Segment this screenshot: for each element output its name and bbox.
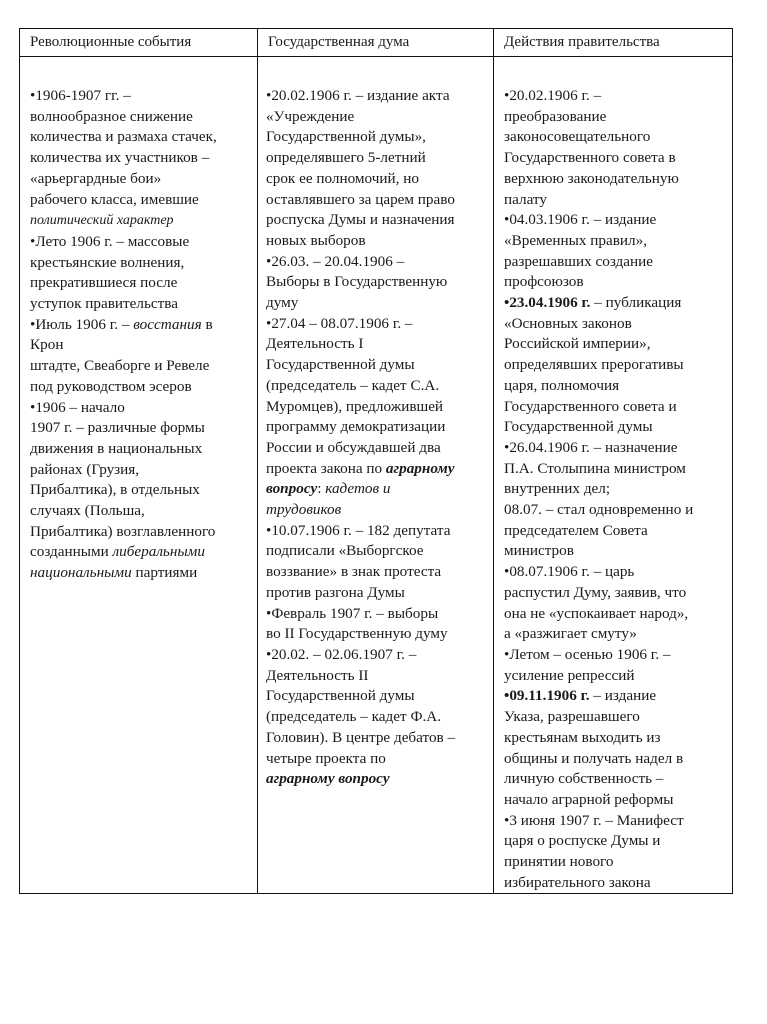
text-line — [30, 210, 251, 232]
text-run: Муромцев), предложившей — [266, 397, 444, 415]
text-run: Российской империи», — [504, 335, 651, 353]
text-run: •26.03. – 20.04.1906 – — [266, 252, 405, 270]
text-run: против разгона Думы — [266, 583, 405, 601]
text-line — [504, 459, 728, 480]
text-line — [30, 127, 251, 148]
text-line — [266, 479, 489, 500]
text-line — [30, 294, 251, 315]
text-run: «арьергардные бои» — [30, 169, 162, 187]
text-run: аграрному вопросу — [266, 770, 390, 788]
text-line — [504, 169, 728, 190]
text-run: Государственного совета и — [504, 397, 677, 415]
text-line — [504, 500, 728, 521]
text-run: Государственного совета в — [504, 149, 676, 167]
text-run: определявших прерогативы — [504, 356, 684, 374]
text-run: в — [201, 315, 213, 333]
text-run: политический характер — [30, 213, 174, 229]
text-line — [30, 107, 251, 128]
header-row — [20, 29, 733, 57]
text-run: «Временных правил», — [504, 231, 647, 249]
text-line — [266, 210, 489, 231]
text-run: Выборы в Государственную — [266, 273, 448, 291]
text-line — [30, 253, 251, 274]
text-line — [504, 707, 728, 728]
text-line — [30, 542, 251, 563]
text-line — [30, 563, 251, 584]
text-line — [266, 86, 489, 107]
text-line — [504, 562, 728, 583]
text-run: избирательного закона — [504, 873, 651, 891]
text-line — [504, 314, 728, 335]
text-run: воззвание» в знак протеста — [266, 563, 442, 581]
text-run: Прибалтика), в отдельных — [30, 481, 200, 499]
text-line — [30, 377, 251, 398]
text-run: верхнюю законодательную — [504, 169, 679, 187]
text-line — [504, 873, 728, 894]
text-run: •04.03.1906 г. – издание — [504, 211, 657, 229]
text-run: 1907 г. – различные формы — [30, 419, 205, 437]
text-run: а «разжигает смуту» — [504, 625, 637, 643]
text-line — [30, 273, 251, 294]
text-run: •09.11.1906 г. — [504, 687, 590, 705]
text-line — [266, 314, 489, 335]
text-run: •27.04 – 08.07.1906 г. – — [266, 314, 413, 332]
text-run: определявшего 5-летний — [266, 149, 426, 167]
text-run: •20.02. – 02.06.1907 г. – — [266, 645, 417, 663]
text-line — [504, 686, 728, 707]
text-run: количества и размаха стачек, — [30, 128, 217, 146]
text-run: царя, полномочия — [504, 376, 620, 394]
text-line — [30, 356, 251, 377]
text-line — [266, 541, 489, 562]
text-run: срок ее полномочий, но — [266, 169, 419, 187]
text-run: случаях (Польша, — [30, 502, 145, 520]
text-line — [504, 479, 728, 500]
text-line — [504, 148, 728, 169]
text-line — [30, 190, 251, 211]
text-line — [504, 252, 728, 273]
text-line — [30, 398, 251, 419]
text-line — [266, 521, 489, 542]
text-line — [504, 521, 728, 542]
text-line — [266, 169, 489, 190]
cell-revolution-events — [20, 57, 258, 894]
text-run: палату — [504, 190, 547, 208]
text-line — [504, 852, 728, 873]
text-run: П.А. Столыпина министром — [504, 459, 686, 477]
text-line — [266, 334, 489, 355]
text-run: она не «успокаивает народ», — [504, 604, 689, 622]
cell-state-duma — [258, 57, 494, 894]
text-run: распустил Думу, заявив, что — [504, 583, 687, 601]
text-line — [504, 190, 728, 211]
text-run: (председатель – кадет Ф.А. — [266, 708, 442, 726]
text-run: 08.07. – стал одновременно и — [504, 501, 694, 519]
text-run: •Летом – осенью 1906 г. – — [504, 645, 671, 663]
text-run: (председатель – кадет С.А. — [266, 376, 440, 394]
text-line — [30, 169, 251, 190]
header-government: Действия правительства — [494, 29, 733, 57]
text-line — [504, 645, 728, 666]
text-run: России и обсуждавшей два — [266, 438, 441, 456]
text-run: •20.02.1906 г. – — [504, 87, 602, 104]
text-run: думу — [266, 294, 299, 312]
text-run: •10.07.1906 г. – 182 депутата — [266, 521, 451, 539]
text-line — [504, 624, 728, 645]
text-line — [266, 127, 489, 148]
text-line — [266, 148, 489, 169]
text-run: •1906 – начало — [30, 398, 125, 416]
text-run: законосовещательного — [504, 128, 651, 146]
content-row — [20, 57, 733, 894]
text-run: волнообразное снижение — [30, 107, 193, 125]
text-line — [266, 459, 489, 480]
text-run: личную собственность – — [504, 770, 664, 788]
text-line — [30, 232, 251, 253]
text-run: •3 июня 1907 г. – Манифест — [504, 811, 684, 829]
text-line — [504, 397, 728, 418]
text-run: «Основных законов — [504, 314, 632, 332]
text-line — [266, 645, 489, 666]
text-run: Прибалтика) возглавленного — [30, 522, 216, 540]
text-line — [266, 769, 489, 790]
text-run: принятии нового — [504, 853, 614, 871]
text-run: •Лето 1906 г. – массовые — [30, 232, 190, 250]
text-run: •08.07.1906 г. – царь — [504, 563, 635, 581]
text-line — [30, 315, 251, 336]
text-run: подписали «Выборгское — [266, 542, 424, 560]
text-run: •26.04.1906 г. – назначение — [504, 438, 678, 456]
text-line — [504, 769, 728, 790]
text-run: Государственной думы — [266, 356, 415, 374]
text-run: Государственной думы», — [266, 128, 426, 146]
text-line — [504, 790, 728, 811]
text-run: трудовиков — [266, 501, 342, 519]
text-run: районах (Грузия, — [30, 460, 140, 478]
text-line — [266, 562, 489, 583]
text-run: проекта закона по — [266, 459, 386, 477]
text-line — [30, 439, 251, 460]
text-line — [266, 293, 489, 314]
text-run: •Июль 1906 г. – — [30, 315, 134, 333]
text-line — [30, 480, 251, 501]
text-line — [266, 624, 489, 645]
text-run: оставлявшего за царем право — [266, 190, 455, 208]
text-run: министров — [504, 542, 574, 560]
text-line — [266, 438, 489, 459]
text-line — [266, 355, 489, 376]
text-line — [30, 501, 251, 522]
text-line — [504, 293, 728, 314]
text-run: Государственной думы — [266, 687, 415, 705]
text-run: – публикация — [590, 294, 682, 312]
text-run: усиление репрессий — [504, 666, 635, 684]
text-run: Головин). В центре дебатов – — [266, 728, 456, 746]
text-line — [266, 749, 489, 770]
text-line — [30, 148, 251, 169]
text-line — [504, 355, 728, 376]
text-run: во II Государственную думу — [266, 625, 448, 643]
text-run: партиями — [131, 564, 198, 582]
text-line — [266, 728, 489, 749]
text-line — [266, 107, 489, 128]
text-line — [504, 127, 728, 148]
text-line — [266, 376, 489, 397]
text-line — [266, 583, 489, 604]
text-line — [504, 604, 728, 625]
text-run: – издание — [589, 687, 657, 705]
text-line — [504, 583, 728, 604]
text-line — [266, 666, 489, 687]
header-revolution: Революционные события — [20, 29, 258, 57]
text-line — [504, 334, 728, 355]
text-line — [504, 376, 728, 397]
text-line — [266, 417, 489, 438]
revolution-events-text — [20, 57, 257, 584]
text-run: вопросу — [266, 480, 318, 498]
text-line — [504, 272, 728, 293]
text-line — [30, 418, 251, 439]
text-line — [266, 500, 489, 521]
text-line — [266, 707, 489, 728]
government-actions-text — [494, 57, 732, 893]
text-run: общины и получать надел в — [504, 749, 684, 767]
text-run: прекратившиеся после — [30, 274, 178, 292]
text-line — [266, 190, 489, 211]
text-run: программу демократизации — [266, 418, 446, 436]
text-line — [504, 86, 728, 107]
text-run: рабочего класса, имевшие — [30, 190, 199, 208]
text-run: внутренних дел; — [504, 480, 611, 498]
text-line — [504, 231, 728, 252]
text-run: начало аграрной реформы — [504, 790, 674, 808]
text-run: созданными — [30, 543, 113, 561]
text-run: национальными — [30, 564, 132, 582]
text-line — [504, 666, 728, 687]
text-line — [30, 335, 251, 356]
text-run: новых выборов — [266, 231, 366, 249]
text-run: разрешавших создание — [504, 252, 654, 270]
text-run: движения в национальных — [30, 439, 203, 457]
text-run: количества их участников – — [30, 149, 210, 167]
text-line — [504, 728, 728, 749]
text-run: роспуска Думы и назначения — [266, 211, 455, 229]
text-run: : — [317, 480, 326, 498]
text-run: Деятельность I — [266, 335, 364, 353]
text-run: •23.04.1906 г. — [504, 294, 591, 312]
text-line — [504, 749, 728, 770]
text-run: •1906-1907 гг. – — [30, 87, 131, 104]
text-run: Государственной думы — [504, 418, 653, 436]
text-line — [266, 231, 489, 252]
text-line — [504, 210, 728, 231]
text-run: восстания — [133, 315, 202, 333]
text-run: штадте, Свеаборге и Ревеле — [30, 357, 210, 375]
text-run: Указа, разрешавшего — [504, 708, 640, 726]
text-run: четыре проекта по — [266, 749, 386, 767]
cell-government-actions — [494, 57, 733, 894]
text-run: крестьянам выходить из — [504, 728, 661, 746]
text-run: «Учреждение — [266, 107, 355, 125]
text-run: либеральными — [112, 543, 205, 561]
text-run: •20.02.1906 г. – издание акта — [266, 87, 450, 104]
text-line — [30, 460, 251, 481]
text-line — [266, 397, 489, 418]
text-run: царя о роспуске Думы и — [504, 832, 661, 850]
text-run: преобразование — [504, 107, 607, 125]
text-line — [504, 811, 728, 832]
text-run: уступок правительства — [30, 295, 178, 313]
text-line — [30, 86, 251, 107]
text-run: •Февраль 1907 г. – выборы — [266, 604, 439, 622]
text-line — [266, 686, 489, 707]
text-run: крестьянские волнения, — [30, 253, 185, 271]
text-line — [266, 604, 489, 625]
header-duma: Государственная дума — [258, 29, 494, 57]
text-run: под руководством эсеров — [30, 377, 192, 395]
text-run: профсоюзов — [504, 273, 584, 291]
text-line — [504, 107, 728, 128]
text-run: председателем Совета — [504, 521, 648, 539]
text-run: кадетов и — [325, 480, 391, 498]
text-line — [504, 417, 728, 438]
text-run: Крон — [30, 336, 64, 354]
text-run: Деятельность II — [266, 666, 369, 684]
text-line — [504, 831, 728, 852]
text-run: аграрному — [385, 459, 455, 477]
text-line — [504, 541, 728, 562]
state-duma-text — [258, 57, 493, 790]
text-line — [266, 252, 489, 273]
text-line — [504, 438, 728, 459]
history-table — [19, 28, 733, 894]
text-line — [266, 272, 489, 293]
text-line — [30, 522, 251, 543]
